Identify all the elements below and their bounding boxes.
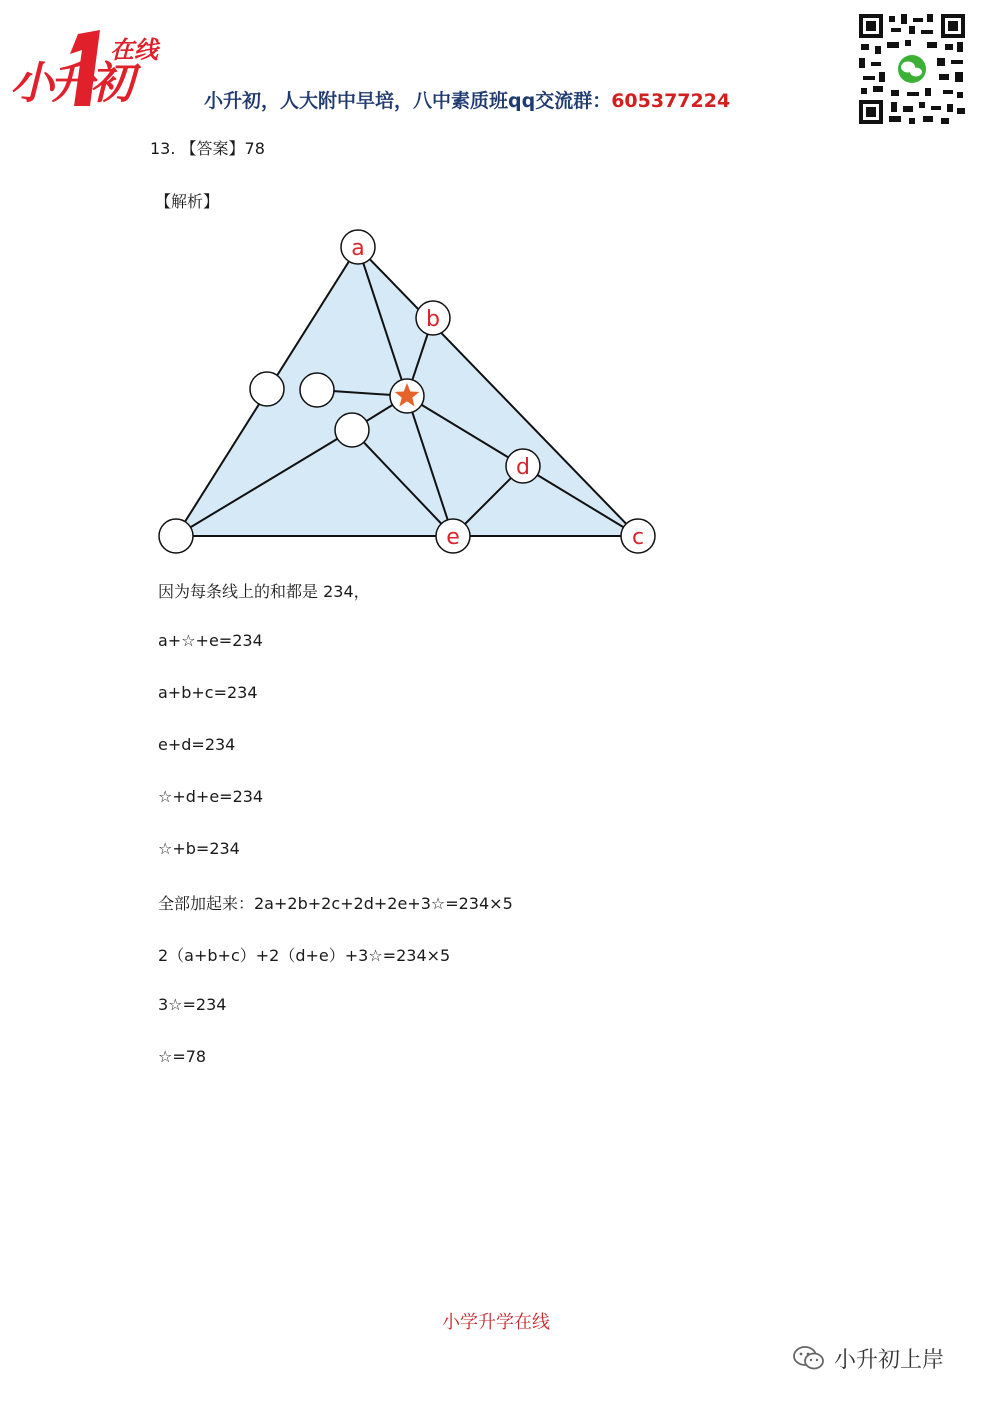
header-title — [204, 86, 730, 113]
triangle-diagram — [155, 228, 665, 560]
logo — [10, 28, 170, 112]
wechat-source — [792, 1342, 944, 1374]
node-blank-left-mid — [250, 372, 284, 406]
solution-line-9: 3☆=234 — [158, 995, 227, 1014]
node-e-label: e — [446, 525, 460, 550]
node-blank-bottom-left — [159, 519, 193, 553]
node-blank-inner — [335, 413, 369, 447]
analysis-heading: 【解析】 — [155, 192, 220, 211]
wechat-account-name: 小升初上岸 — [834, 1347, 945, 1373]
node-blank-center — [300, 373, 334, 407]
solution-line-3: a+b+c=234 — [158, 683, 258, 702]
node-c-label: c — [631, 525, 645, 550]
solution-line-10: ☆=78 — [158, 1047, 207, 1066]
solution-line-6: ☆+b=234 — [158, 839, 240, 858]
header-title-prefix: 小升初，人大附中早培，八中素质班qq交流群： — [204, 90, 612, 112]
solution-line-4: e+d=234 — [158, 735, 236, 754]
solution-line-2: a+☆+e=234 — [158, 631, 263, 650]
node-c — [621, 519, 655, 553]
logo-sub-text: 在线 — [110, 36, 158, 64]
node-d — [506, 449, 540, 483]
answer-line: 13. 【答案】78 — [150, 139, 265, 158]
node-d-label: d — [516, 455, 530, 480]
node-e — [436, 519, 470, 553]
qr-code — [857, 12, 967, 126]
logo-main-text: 小升初 — [10, 58, 130, 109]
solution-line-5: ☆+d+e=234 — [158, 787, 264, 806]
node-star — [390, 379, 424, 413]
solution-line-1: 因为每条线上的和都是 234， — [158, 582, 370, 601]
node-a-label: a — [351, 236, 365, 261]
solution-line-7: 全部加起来：2a+2b+2c+2d+2e+3☆=234×5 — [158, 894, 513, 913]
wechat-icon — [792, 1344, 826, 1372]
footer-site: 小学升学在线 — [442, 1312, 550, 1333]
qq-number: 605377224 — [611, 90, 731, 112]
node-b-label: b — [426, 307, 440, 332]
node-b — [416, 301, 450, 335]
solution-line-8: 2（a+b+c）+2（d+e）+3☆=234×5 — [158, 946, 451, 965]
node-a — [341, 230, 375, 264]
